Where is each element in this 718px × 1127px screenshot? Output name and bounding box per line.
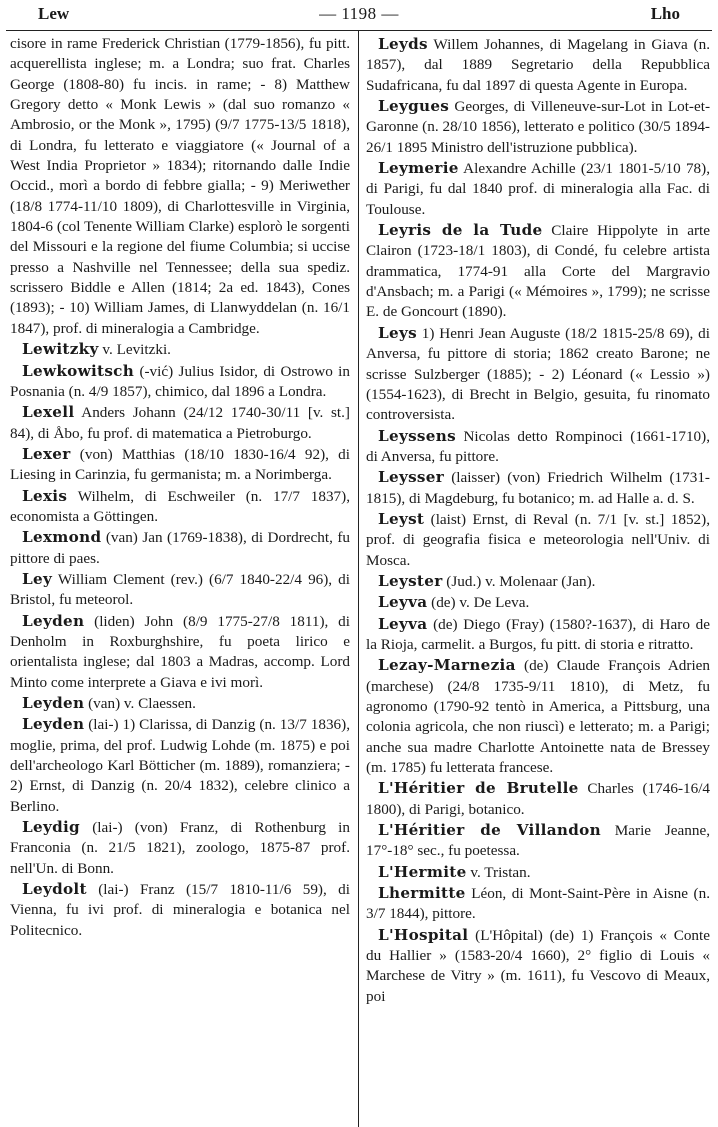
entry-headword: Ley bbox=[22, 569, 53, 588]
entry bbox=[366, 862, 710, 883]
entry bbox=[366, 614, 710, 656]
entry-headword: Lexmond bbox=[22, 528, 102, 547]
entry-text: (laisser) (von) Friedrich Wilhelm (1731-1815), di Magdeburg, fu botanico; m. ad Halle a. d. S. bbox=[366, 469, 710, 507]
entry bbox=[10, 361, 350, 403]
entry-headword: Leyden bbox=[22, 715, 85, 734]
entry-headword: Leyva bbox=[378, 593, 428, 612]
entry-headword: Leydolt bbox=[22, 880, 87, 899]
entry-headword: Leyden bbox=[22, 694, 85, 712]
entry bbox=[366, 96, 710, 158]
entry-headword: Lewitzky bbox=[22, 340, 99, 359]
entry-text: Claire Hippolyte in arte Clairon (1723-18/1 1803), di Condé, fu celebre artista drammatica, 1774-91 alla Corte del Margravio d'Ansbach; m. a Parigi (« Mémoires », 1799); ne scrisse E. de Goncourt (1890). bbox=[366, 222, 710, 321]
header-left-guideword: Lew bbox=[38, 4, 70, 23]
entry-headword: Lexer bbox=[22, 444, 71, 463]
entry-text: v. Tristan. bbox=[466, 863, 531, 881]
entry-text: Georges, di Villeneuve-sur-Lot in Lot-et-Garonne (n. 28/10 1856), letterato e politico (30/5 1894-26/1 1895 Ministro dell'istruzione pubblica). bbox=[366, 98, 710, 156]
entry bbox=[10, 34, 350, 339]
entry-text: (van) v. Claessen. bbox=[84, 695, 196, 712]
entry-headword: Leygues bbox=[378, 97, 450, 116]
entry-headword: Leyden bbox=[22, 611, 85, 630]
entry bbox=[10, 611, 350, 693]
entry-text: (lai-) Franz (15/7 1810-11/6 59), di Vienna, fu ivi prof. di mineralogia e botanica nel Politecnico. bbox=[10, 881, 350, 939]
entry-text: (de) Claude François Adrien (marchese) (24/8 1735-9/11 1810), di Metz, fu agronomo (1790-92 tentò in America, a Pittsburg, una colonia agricola, che non riuscì) e letterato; m. a Parigi; anche sua madre Charlotte Antoinette nata de Bressey (m. 1785) fu letterata francese. bbox=[366, 657, 710, 777]
entry-text: (von) Matthias (18/10 1830-16/4 92), di Liesing in Carinzia, fu germanista; m. a Norimberga. bbox=[10, 445, 350, 484]
entry-headword: Leyst bbox=[378, 509, 425, 528]
entry-text: Wilhelm, di Eschweiler (n. 17/7 1837), economista a Göttingen. bbox=[10, 487, 350, 525]
entry-headword: Leyster bbox=[378, 571, 443, 590]
entry bbox=[366, 426, 710, 468]
entry-headword: Leydig bbox=[22, 818, 80, 837]
entry-headword: L'Héritier de Brutelle bbox=[378, 779, 579, 798]
entry-headword: L'Hermite bbox=[378, 862, 467, 881]
entry-headword: Leys bbox=[378, 323, 417, 342]
entry bbox=[366, 509, 710, 571]
entry-text: v. Levitzki. bbox=[98, 341, 171, 359]
entry bbox=[366, 655, 710, 778]
header-right-guideword: Lho bbox=[650, 4, 680, 23]
entry bbox=[10, 444, 350, 486]
entry bbox=[366, 34, 710, 96]
entry-headword: Leyssens bbox=[378, 426, 456, 445]
entry-text: (laist) Ernst, di Reval (n. 7/1 [v. st.] 1852), prof. di geografia fisica e meteorologia nell'Univ. di Mosca. bbox=[366, 510, 710, 569]
entry bbox=[366, 220, 710, 323]
entry bbox=[366, 820, 710, 862]
entry-text: Léon, di Mont-Saint-Père in Aisne (n. 3/7 1844), pittore. bbox=[366, 885, 710, 923]
entry bbox=[366, 925, 710, 1007]
entry-headword: L'Héritier de Villandon bbox=[378, 821, 601, 840]
entry-headword: Leyds bbox=[378, 35, 428, 53]
entry bbox=[10, 714, 350, 817]
entry bbox=[10, 402, 350, 444]
entry bbox=[366, 883, 710, 925]
entry bbox=[10, 817, 350, 879]
entry bbox=[366, 467, 710, 509]
entry-text: Charles (1746-16/4 1800), di Parigi, botanico. bbox=[366, 780, 711, 818]
entry-headword: Leymerie bbox=[378, 159, 459, 178]
entry-headword: Lexell bbox=[22, 403, 75, 422]
header-rule bbox=[6, 30, 712, 31]
entry-text: Nicolas detto Rompinoci (1661-1710), di Anversa, fu pittore. bbox=[366, 427, 710, 465]
entry-text: (Jud.) v. Molenaar (Jan). bbox=[442, 572, 596, 590]
entry-text: Alexandre Achille (23/1 1801-5/10 78), di Parigi, fu dal 1840 prof. di mineralogia alla Fac. di Toulouse. bbox=[366, 160, 710, 218]
column-divider bbox=[358, 31, 359, 1127]
entry-headword: L'Hospital bbox=[378, 925, 469, 944]
page-header bbox=[0, 0, 718, 31]
entry-headword: Lhermitte bbox=[378, 884, 466, 903]
entry-text: (L'Hôpital) (de) 1) François « Conte du Hallier » (1583-20/4 1660), 2° figlio di Louis « Marchese de Vitry » (m. 1611), fu Vescovo di Meaux, poi bbox=[366, 926, 710, 1005]
entry-text: (liden) John (8/9 1775-27/8 1811), di Denholm in Roxburghshire, fu poeta lirico e orientalista inglese; dal 1803 a Madras, accomp. Lord Minto come interprete a Giava e ivi morì. bbox=[10, 612, 350, 691]
entry bbox=[10, 879, 350, 941]
entry bbox=[366, 778, 710, 820]
entry-text: 1) Henri Jean Auguste (18/2 1815-25/8 69), di Anversa, fu pittore di storia; 1862 creato Barone; ne scrisse Sulzberger (1885); - 2) Léonard (« Lessio ») (1554-1623), di Brecht in Belgio, gesuita, fu rinomato controversista. bbox=[366, 324, 710, 424]
entry-headword: Lexis bbox=[22, 486, 68, 505]
entry-headword: Leyris de la Tude bbox=[378, 221, 543, 240]
entry-headword: Lewkowitsch bbox=[22, 361, 135, 380]
entry-text: (de) Diego (Fray) (1580?-1637), di Haro de la Rioja, carmelit. a Burgos, fu pitt. di storia e ritratto. bbox=[366, 615, 710, 653]
entry-text: Marie Jeanne, 17°-18° sec., fu poetessa. bbox=[366, 822, 710, 860]
entry bbox=[10, 693, 350, 714]
entry-text: (lai-) (von) Franz, di Rothenburg in Franconia (n. 21/5 1821), zoologo, 1875-87 prof. nell'Un. di Bonn. bbox=[10, 819, 350, 877]
entry-text: (lai-) 1) Clarissa, di Danzig (n. 13/7 1836), moglie, prima, del prof. Ludwig Lohde (m. 1875) e poi dell'archeologo Karl Bötticher (m. 1889), romanziera; - 2) Ernst, di Danzig (n. 20/4 1832), celebre clinico a Berlino. bbox=[10, 716, 350, 815]
entry bbox=[366, 571, 710, 592]
entry-text: cisore in rame Frederick Christian (1779-1856), fu pitt. acquerellista inglese; m. a Londra; suo frat. Charles George (1808-80) fu incis. in rame; - 8) Matthew Gregory detto « Monk Lewis » (dal suo romanzo « Ambrosio, or the Monk », 1795) (9/7 1775-13/5 1818), di Londra, fu letterato e viaggiatore (« Journal of a West India Proprietor » 1834); ritornando dalle Indie Occid., morì a bordo di febbre gialla; - 9) Meriwether (18/8 1774-11/10 1809), di Charlottesville in Virginia, 1804-6 (col Tenente William Clarke) esplorò le sorgenti del Missouri e la regione del fiume Columbia; si uccise presso a Nashville nel Tennessee; della sua spediz. scrissero Biddle e Allen (1814; 2a ed. 1843), Cones (1893); - 10) William James, di Llanwyddelan (n. 16/1 1847), prof. di mineralogia a Cambridge. bbox=[10, 35, 350, 337]
entry-headword: Leysser bbox=[378, 468, 445, 487]
entry bbox=[10, 527, 350, 569]
page-number: — 1198 — bbox=[319, 4, 399, 23]
entry-text: Anders Johann (24/12 1740-30/11 [v. st.] 84), di Åbo, fu prof. di matematica a Pietroburgo. bbox=[10, 404, 350, 442]
entry-text: (van) Jan (1769-1838), di Dordrecht, fu pittore di paes. bbox=[10, 529, 350, 567]
entry-text: (de) v. De Leva. bbox=[427, 594, 530, 612]
entry-headword: Lezay-Marnezia bbox=[378, 656, 516, 675]
entry bbox=[10, 486, 350, 528]
entry-text: (-vić) Julius Isidor, di Ostrowo in Posnania (n. 4/9 1857), chimico, dal 1896 a Londra. bbox=[10, 362, 350, 400]
entry bbox=[366, 592, 710, 613]
entry bbox=[10, 339, 350, 360]
entry-text: William Clement (rev.) (6/7 1840-22/4 96), di Bristol, fu meteorol. bbox=[10, 570, 350, 609]
right-column bbox=[366, 34, 710, 1007]
entry bbox=[10, 569, 350, 611]
entry bbox=[366, 158, 710, 220]
entry-text: Willem Johannes, di Magelang in Giava (n. 1857), dal 1889 Segretario della Repubblica Sudafricana, fu dal 1897 di questa Agente in Europa. bbox=[366, 36, 710, 94]
entry-headword: Leyva bbox=[378, 614, 428, 633]
entry bbox=[366, 323, 710, 426]
left-column bbox=[10, 34, 350, 941]
